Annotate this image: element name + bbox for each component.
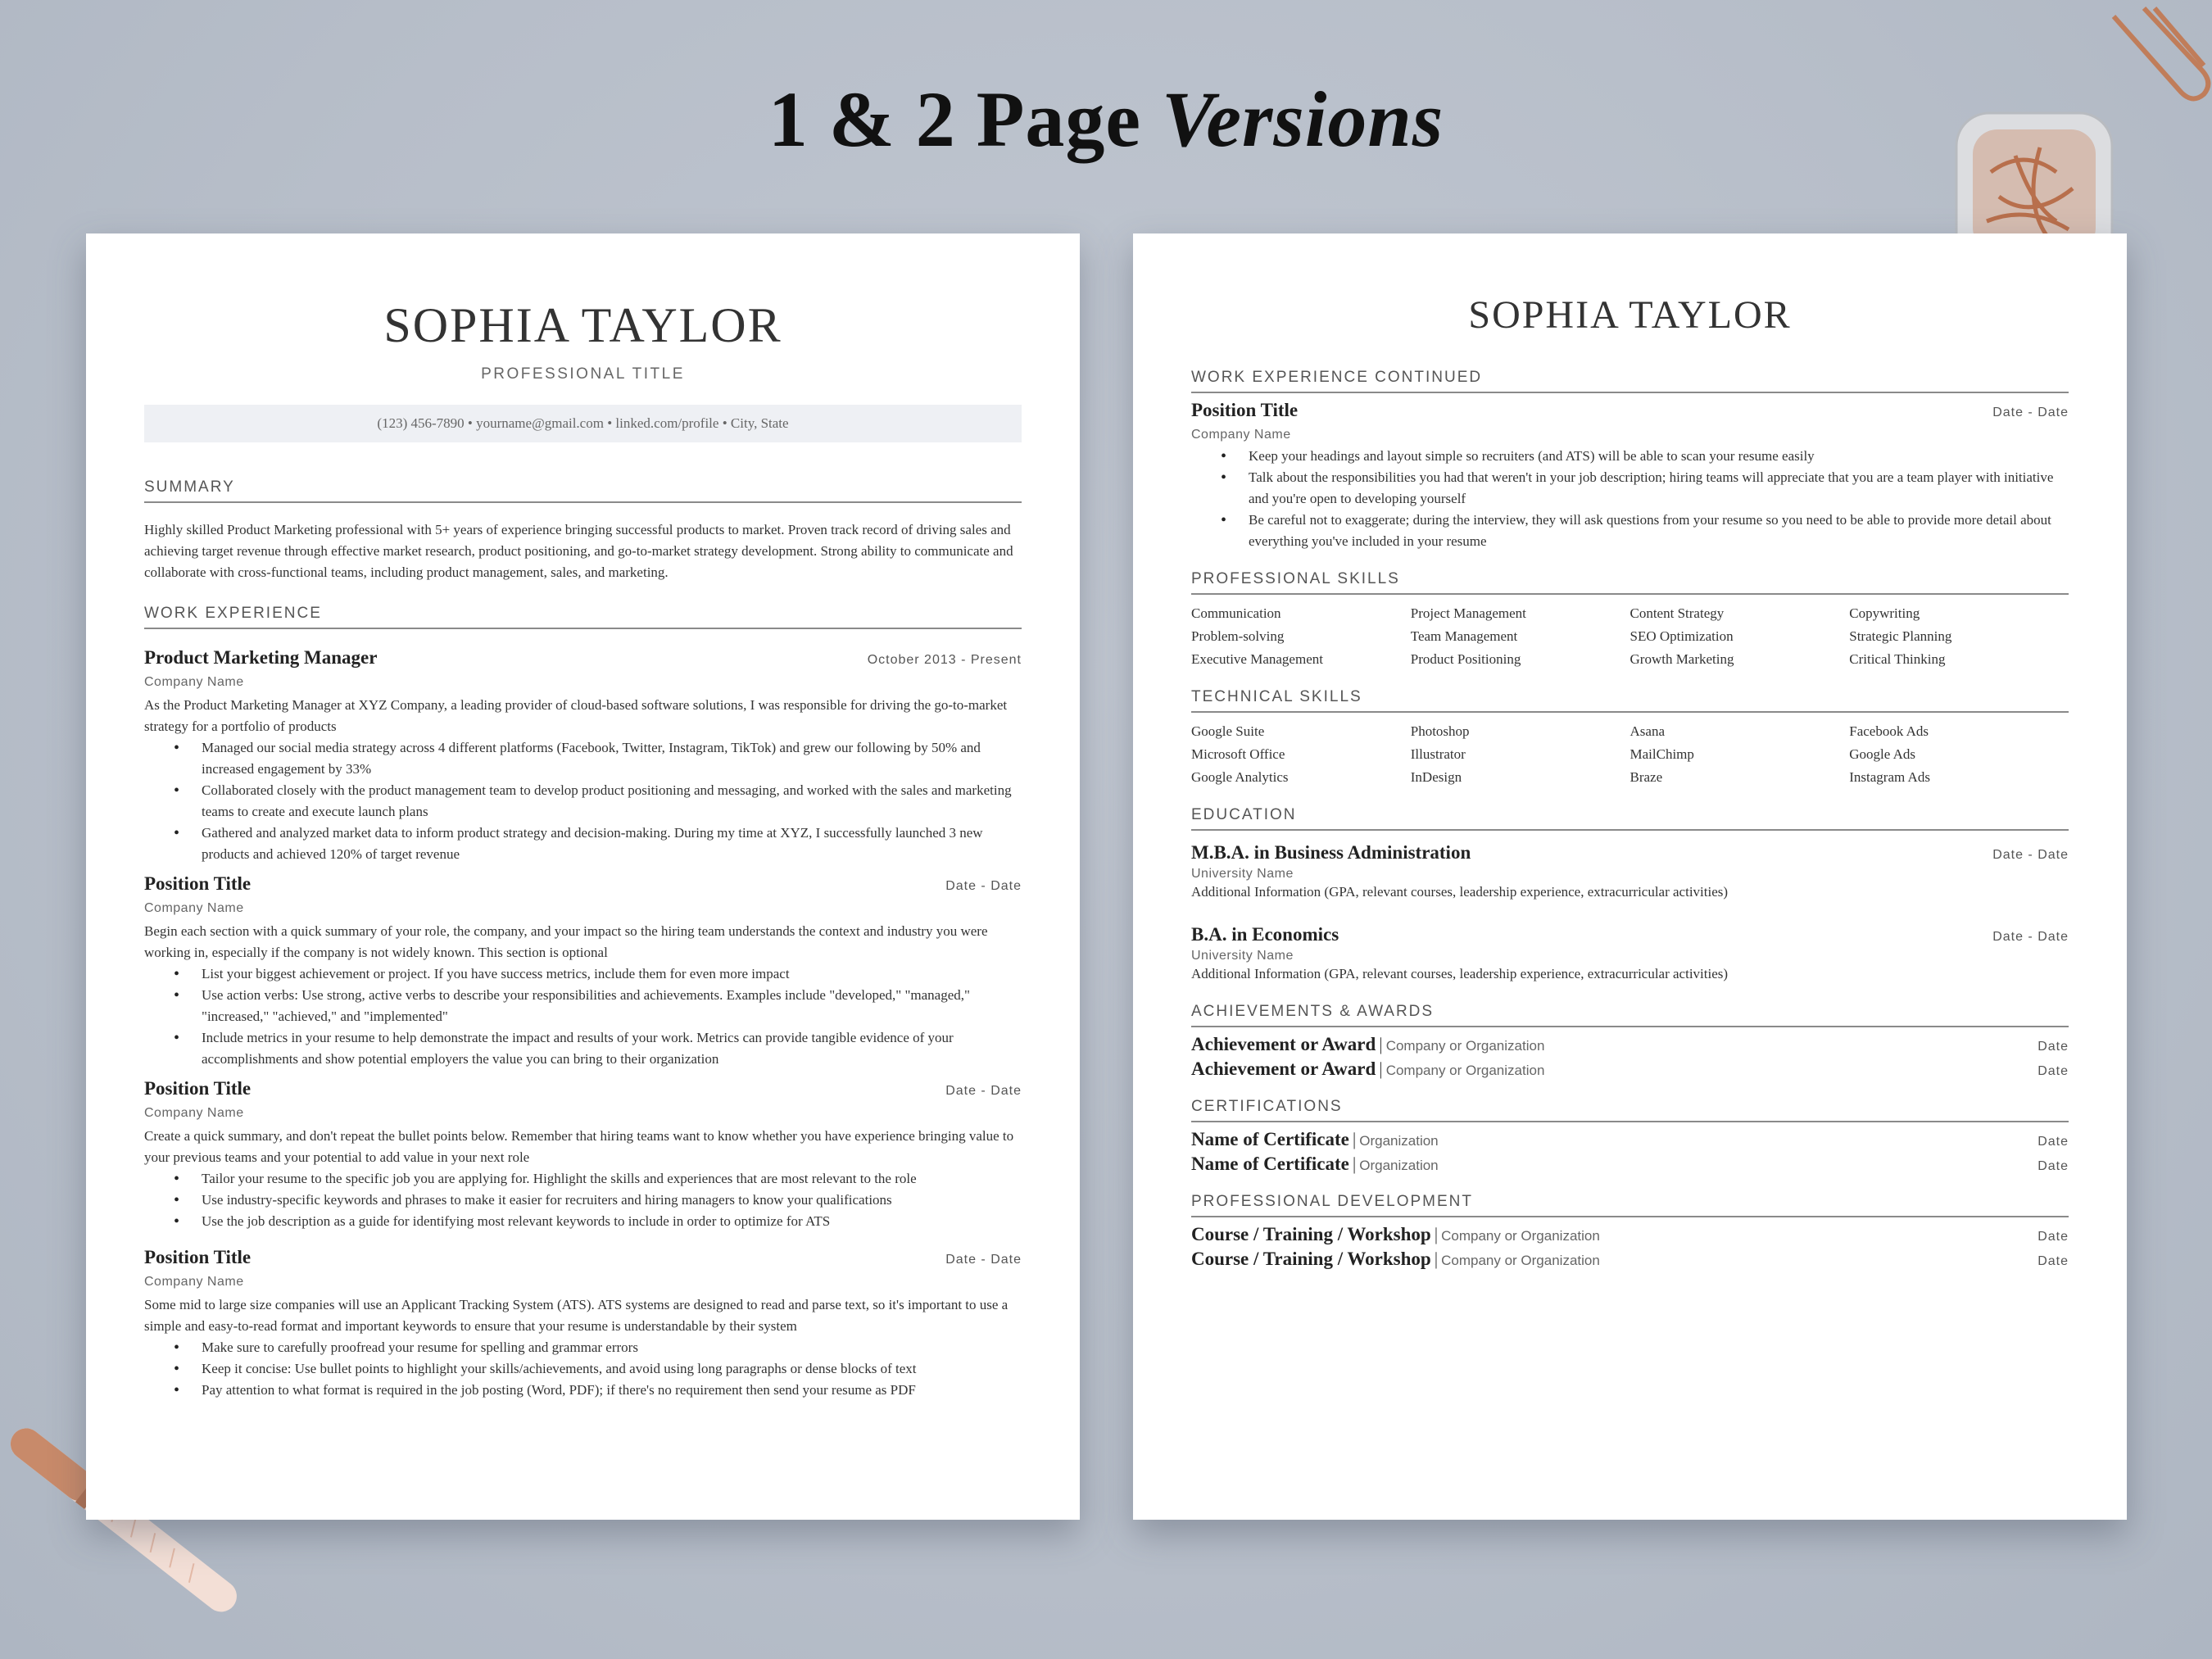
resume-name: SOPHIA TAYLOR bbox=[1468, 293, 1792, 337]
separator: | bbox=[1352, 1154, 1357, 1174]
certification-entry bbox=[1191, 1154, 2069, 1175]
job-title: Product Marketing Manager bbox=[144, 647, 378, 668]
bullet-item: • Make sure to carefully proofread your resume for spelling and grammar errors bbox=[202, 1337, 1022, 1358]
section-heading-awards: ACHIEVEMENTS & AWARDS bbox=[1191, 1003, 2069, 1027]
resume-page-2 bbox=[1133, 233, 2127, 1520]
development-entry bbox=[1191, 1224, 2069, 1245]
section-heading-summary: SUMMARY bbox=[144, 478, 1022, 503]
award-title: Achievement or Award bbox=[1191, 1034, 1376, 1054]
job-entry bbox=[1191, 400, 2069, 552]
bullet-item: • List your biggest achievement or project. If you have success metrics, include them for even more impact bbox=[202, 963, 1022, 985]
headline bbox=[0, 74, 2212, 165]
job-bullets bbox=[144, 737, 1022, 865]
course-date: Date bbox=[2037, 1230, 2069, 1244]
company-name: Company Name bbox=[144, 1106, 244, 1120]
job-bullets bbox=[144, 963, 1022, 1070]
skill-item: Photoshop bbox=[1410, 723, 1470, 739]
skill-item: Copywriting bbox=[1849, 605, 1920, 621]
job-summary: Begin each section with a quick summary of your role, the company, and your impact so the hiring team understands the context and industry you were working in, especially if the company is not widely known. This section is optional bbox=[144, 923, 988, 960]
job-summary: Create a quick summary, and don't repeat the bullet points below. Remember that hiring teams want to know whether you have experience bringing value to your previous teams and your potential to add value in your next role bbox=[144, 1128, 1014, 1165]
bullet-item: • Include metrics in your resume to help demonstrate the impact and results of your work. Metrics can provide tangible evidence of your accomplishments and show potential employers the value you can bring to their organization bbox=[202, 1027, 1022, 1070]
separator: | bbox=[1434, 1249, 1439, 1269]
company-name: Company Name bbox=[1191, 428, 1291, 442]
technical-skills-grid bbox=[1191, 721, 2069, 788]
section-heading-work: WORK EXPERIENCE bbox=[144, 605, 1022, 629]
section-heading-education: EDUCATION bbox=[1191, 806, 2069, 831]
certificate-title: Name of Certificate bbox=[1191, 1129, 1349, 1149]
company-name: Company Name bbox=[144, 675, 244, 689]
resume-page-1 bbox=[86, 233, 1080, 1520]
certifications-list bbox=[1191, 1129, 2069, 1175]
education-entry bbox=[1191, 924, 2069, 985]
development-list bbox=[1191, 1224, 2069, 1270]
job-date: Date - Date bbox=[945, 1253, 1022, 1267]
awards-list bbox=[1191, 1034, 2069, 1080]
job-title: Position Title bbox=[144, 1247, 252, 1267]
certificate-date: Date bbox=[2037, 1135, 2069, 1149]
university-name: University Name bbox=[1191, 949, 1294, 963]
skill-item: Microsoft Office bbox=[1191, 746, 1285, 762]
education-date: Date - Date bbox=[1992, 930, 2069, 944]
bullet-item: • Keep it concise: Use bullet points to highlight your skills/achievements, and avoid using long paragraphs or dense blocks of text bbox=[202, 1358, 1022, 1380]
skill-item: Project Management bbox=[1410, 605, 1526, 621]
job-entry bbox=[144, 1078, 1022, 1232]
section-heading-work-continued: WORK EXPERIENCE CONTINUED bbox=[1191, 369, 2069, 393]
professional-skills-grid bbox=[1191, 603, 2069, 670]
company-name: Company Name bbox=[144, 901, 244, 915]
job-summary: Some mid to large size companies will use an Applicant Tracking System (ATS). ATS systems are designed to read and parse text, so it's important to use a simple and easy-to-read format and important keywords to ensure that your resume is understandable by their system bbox=[144, 1297, 1009, 1334]
job-bullets bbox=[144, 1337, 1022, 1401]
skill-item: Google Analytics bbox=[1191, 769, 1289, 785]
certificate-date: Date bbox=[2037, 1159, 2069, 1173]
bullet-item: • Use the job description as a guide for identifying most relevant keywords to include in order to optimize for ATS bbox=[202, 1211, 1022, 1232]
course-org: Company or Organization bbox=[1441, 1253, 1600, 1268]
section-heading-professional-skills: PROFESSIONAL SKILLS bbox=[1191, 570, 2069, 595]
separator: | bbox=[1379, 1058, 1383, 1079]
education-entry bbox=[1191, 842, 2069, 903]
page2-body bbox=[1191, 369, 2069, 1270]
development-entry bbox=[1191, 1249, 2069, 1270]
course-date: Date bbox=[2037, 1254, 2069, 1268]
education-info: Additional Information (GPA, relevant courses, leadership experience, extracurricular activities) bbox=[1191, 884, 1729, 900]
skill-item: Braze bbox=[1630, 769, 1663, 785]
skill-item: Google Ads bbox=[1849, 746, 1915, 762]
skill-item: Facebook Ads bbox=[1849, 723, 1929, 739]
skill-item: Illustrator bbox=[1410, 746, 1466, 762]
skill-item: Team Management bbox=[1410, 628, 1518, 644]
bullet-item: • Managed our social media strategy across 4 different platforms (Facebook, Twitter, Instagram, TikTok) and grew our following by 50% and increased engagement by 33% bbox=[202, 737, 1022, 780]
skill-item: Google Suite bbox=[1191, 723, 1265, 739]
section-heading-professional-development: PROFESSIONAL DEVELOPMENT bbox=[1191, 1193, 2069, 1217]
section-heading-technical-skills: TECHNICAL SKILLS bbox=[1191, 688, 2069, 713]
education-info: Additional Information (GPA, relevant courses, leadership experience, extracurricular activities) bbox=[1191, 966, 1729, 981]
summary-text: Highly skilled Product Marketing professional with 5+ years of experience bringing successful products to market. Proven track record of driving sales and achieving target revenue through effective market research, product positioning, and go-to-market strategy development. Strong ability to communicate and collaborate with cross-functional teams, including product management, sales, and marketing. bbox=[144, 522, 1013, 580]
professional-title: PROFESSIONAL TITLE bbox=[481, 365, 685, 383]
page1-body bbox=[144, 478, 1022, 1401]
bullet-item: • Collaborated closely with the product management team to develop product positioning and messaging, and worked with the sales and marketing teams to create and execute launch plans bbox=[202, 780, 1022, 823]
skill-item: Product Positioning bbox=[1410, 651, 1521, 667]
separator: | bbox=[1352, 1129, 1357, 1149]
certificate-org: Organization bbox=[1359, 1133, 1439, 1149]
education-date: Date - Date bbox=[1992, 848, 2069, 862]
course-org: Company or Organization bbox=[1441, 1228, 1600, 1244]
bullet-item: • Tailor your resume to the specific job you are applying for. Highlight the skills and experiences that are most relevant to the role bbox=[202, 1168, 1022, 1190]
skill-item: SEO Optimization bbox=[1630, 628, 1734, 644]
award-date: Date bbox=[2037, 1040, 2069, 1054]
skill-item: Critical Thinking bbox=[1849, 651, 1946, 667]
award-entry bbox=[1191, 1034, 2069, 1055]
bullet-item: • Keep your headings and layout simple so recruiters (and ATS) will be able to scan your resume easily bbox=[1249, 446, 2069, 467]
skill-item: Problem-solving bbox=[1191, 628, 1285, 644]
award-org: Company or Organization bbox=[1385, 1063, 1545, 1078]
headline-italic: Versions bbox=[1162, 75, 1444, 163]
bullet-item: • Use action verbs: Use strong, active verbs to describe your responsibilities and achievements. Examples include "developed," "managed," "increased," "achieved," and "implemented" bbox=[202, 985, 1022, 1027]
course-title: Course / Training / Workshop bbox=[1191, 1249, 1431, 1269]
company-name: Company Name bbox=[144, 1275, 244, 1289]
bullet-item: • Gathered and analyzed market data to inform product strategy and decision-making. During my time at XYZ, I successfully launched 3 new products and achieved 120% of target revenue bbox=[202, 823, 1022, 865]
certificate-title: Name of Certificate bbox=[1191, 1154, 1349, 1174]
skill-item: Strategic Planning bbox=[1849, 628, 1952, 644]
job-date: Date - Date bbox=[1992, 406, 2069, 419]
award-entry bbox=[1191, 1058, 2069, 1080]
job-bullets bbox=[144, 1168, 1022, 1232]
contact-bar: (123) 456-7890 • yourname@gmail.com • linked.com/profile • City, State bbox=[144, 405, 1022, 442]
job-summary: As the Product Marketing Manager at XYZ Company, a leading provider of cloud-based software solutions, I was responsible for driving the go-to-market strategy for a portfolio of products bbox=[144, 697, 1008, 734]
degree-title: B.A. in Economics bbox=[1191, 924, 1339, 945]
certification-entry bbox=[1191, 1129, 2069, 1150]
skill-item: Communication bbox=[1191, 605, 1281, 621]
award-org: Company or Organization bbox=[1385, 1038, 1545, 1054]
resume-name: SOPHIA TAYLOR bbox=[383, 298, 782, 352]
skill-item: Content Strategy bbox=[1630, 605, 1725, 621]
separator: | bbox=[1379, 1034, 1383, 1054]
university-name: University Name bbox=[1191, 867, 1294, 881]
skill-item: MailChimp bbox=[1630, 746, 1694, 762]
job-date: October 2013 - Present bbox=[867, 653, 1022, 667]
job-bullets bbox=[1191, 446, 2069, 552]
degree-title: M.B.A. in Business Administration bbox=[1191, 842, 1471, 863]
separator: | bbox=[1434, 1224, 1439, 1244]
skill-item: Executive Management bbox=[1191, 651, 1323, 667]
job-date: Date - Date bbox=[945, 1084, 1022, 1098]
section-heading-certifications: CERTIFICATIONS bbox=[1191, 1098, 2069, 1122]
headline-main: 1 & 2 Page bbox=[768, 75, 1163, 163]
course-title: Course / Training / Workshop bbox=[1191, 1224, 1431, 1244]
skill-item: Asana bbox=[1630, 723, 1665, 739]
bullet-item: • Use industry-specific keywords and phrases to make it easier for recruiters and hiring managers to know your qualifications bbox=[202, 1190, 1022, 1211]
award-title: Achievement or Award bbox=[1191, 1058, 1376, 1079]
job-date: Date - Date bbox=[945, 879, 1022, 893]
skill-item: InDesign bbox=[1410, 769, 1462, 785]
certificate-org: Organization bbox=[1359, 1158, 1439, 1173]
job-title: Position Title bbox=[1191, 400, 1299, 420]
job-entry bbox=[144, 647, 1022, 865]
bullet-item: • Pay attention to what format is required in the job posting (Word, PDF); if there's no requirement then send your resume as PDF bbox=[202, 1380, 1022, 1401]
skill-item: Instagram Ads bbox=[1849, 769, 1930, 785]
job-entry bbox=[144, 1247, 1022, 1401]
skill-item: Growth Marketing bbox=[1630, 651, 1734, 667]
job-entry bbox=[144, 873, 1022, 1070]
bullet-item: • Be careful not to exaggerate; during the interview, they will ask questions from your resume so you need to be able to provide more detail about everything you've included in your resume bbox=[1249, 510, 2069, 552]
job-title: Position Title bbox=[144, 873, 252, 894]
job-title: Position Title bbox=[144, 1078, 252, 1099]
award-date: Date bbox=[2037, 1064, 2069, 1078]
bullet-item: • Talk about the responsibilities you had that weren't in your job description; hiring teams will appreciate that you are a team player with initiative and you're open to developing yourself bbox=[1249, 467, 2069, 510]
